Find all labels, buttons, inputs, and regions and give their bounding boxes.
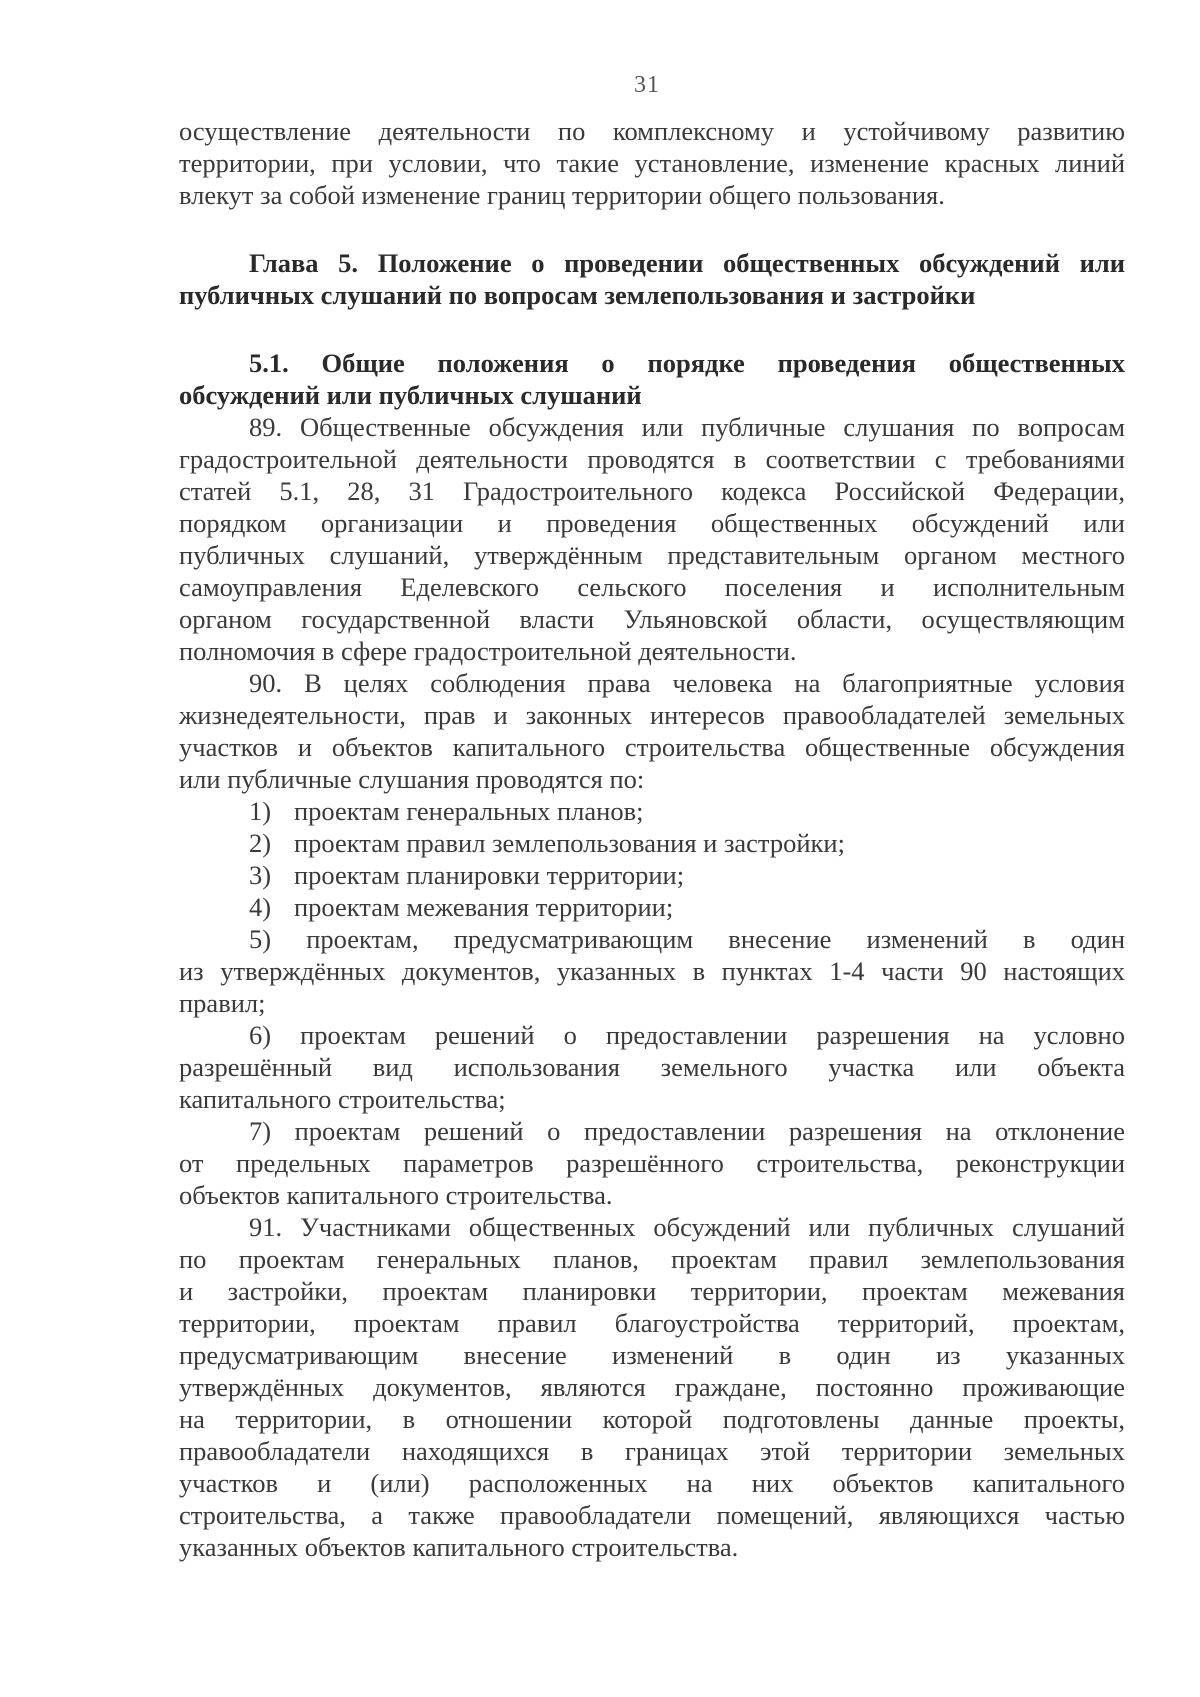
text-line: публичных слушаний, утверждённым представительным органом местного — [179, 540, 1125, 570]
sub-item-7 — [179, 1115, 1125, 1211]
text-line: статей 5.1, 28, 31 Градостроительного кодекса Российской Федерации, — [179, 476, 1125, 506]
list-item-text: проектам генеральных планов; — [294, 796, 644, 826]
text-line: 89. Общественные обсуждения или публичные слушания по вопросам — [249, 412, 1125, 442]
text-line: 5) проектам, предусматривающим внесение изменений в один — [249, 924, 1125, 954]
text-line: от предельных параметров разрешённого строительства, реконструкции — [179, 1148, 1125, 1178]
intro-paragraph — [179, 115, 1125, 211]
text-line: жизнедеятельности, прав и законных интересов правообладателей земельных — [179, 700, 1125, 730]
text-line: участков и объектов капитального строительства общественные обсуждения — [179, 732, 1125, 762]
text-line: осуществление деятельности по комплексному и устойчивому развитию — [179, 116, 1125, 146]
list-item — [179, 859, 1125, 891]
text-line: самоуправления Еделевского сельского поселения и исполнительным — [179, 572, 1125, 602]
list-item-number: 4) — [249, 892, 272, 922]
heading-line: Глава 5. Положение о проведении общественных обсуждений или — [249, 248, 1125, 278]
document-body — [179, 115, 1125, 1563]
text-line: градостроительной деятельности проводятся в соответствии с требованиями — [179, 444, 1125, 474]
text-line: из утверждённых документов, указанных в пунктах 1-4 части 90 настоящих — [179, 956, 1125, 986]
paragraph-89 — [179, 411, 1125, 667]
list-item — [179, 891, 1125, 923]
list-item-text: проектам правил землепользования и застройки; — [294, 828, 845, 858]
list-item-number: 3) — [249, 860, 272, 890]
text-line: территории, проектам правил благоустройства территорий, проектам, — [179, 1308, 1125, 1338]
text-line: и застройки, проектам планировки территории, проектам межевания — [179, 1276, 1125, 1306]
text-line: территории, при условии, что такие установление, изменение красных линий — [179, 148, 1125, 178]
text-line: порядком организации и проведения общественных обсуждений или — [179, 508, 1125, 538]
text-line: 90. В целях соблюдения права человека на благоприятные условия — [249, 668, 1125, 698]
list-item-number: 1) — [249, 796, 272, 826]
list-item-text: проектам планировки территории; — [294, 860, 685, 890]
text-line: по проектам генеральных планов, проектам правил землепользования — [179, 1244, 1125, 1274]
heading-line: обсуждений или публичных слушаний — [179, 380, 642, 410]
section-heading — [179, 347, 1125, 411]
text-line: полномочия в сфере градостроительной деятельности. — [179, 636, 797, 666]
text-line: предусматривающим внесение изменений в один из указанных — [179, 1340, 1125, 1370]
sub-item-6 — [179, 1019, 1125, 1115]
text-line: капитального строительства; — [179, 1084, 506, 1114]
list-item — [179, 795, 1125, 827]
text-line: влекут за собой изменение границ территории общего пользования. — [179, 180, 945, 210]
text-line: участков и (или) расположенных на них объектов капитального — [179, 1468, 1125, 1498]
list-item-text: проектам межевания территории; — [294, 892, 674, 922]
sub-item-5 — [179, 923, 1125, 1019]
text-line: правообладатели находящихся в границах этой территории земельных — [179, 1436, 1125, 1466]
text-line: 91. Участниками общественных обсуждений или публичных слушаний — [249, 1212, 1125, 1242]
text-line: указанных объектов капитального строительства. — [179, 1532, 739, 1562]
text-line: на территории, в отношении которой подготовлены данные проекты, — [179, 1404, 1125, 1434]
text-line: или публичные слушания проводятся по: — [179, 764, 645, 794]
list-item-number: 2) — [249, 828, 272, 858]
text-line: 7) проектам решений о предоставлении разрешения на отклонение — [249, 1116, 1125, 1146]
paragraph-91 — [179, 1211, 1125, 1563]
page-number: 31 — [634, 72, 660, 98]
list-item — [179, 827, 1125, 859]
text-line: органом государственной власти Ульяновской области, осуществляющим — [179, 604, 1125, 634]
paragraph-90 — [179, 667, 1125, 1211]
chapter-heading — [179, 247, 1125, 311]
text-line: правил; — [179, 988, 266, 1018]
text-line: 6) проектам решений о предоставлении разрешения на условно — [249, 1020, 1125, 1050]
text-line: разрешённый вид использования земельного участка или объекта — [179, 1052, 1125, 1082]
text-line: строительства, а также правообладатели помещений, являющихся частью — [179, 1500, 1125, 1530]
text-line: утверждённых документов, являются граждане, постоянно проживающие — [179, 1372, 1125, 1402]
heading-line: публичных слушаний по вопросам землепользования и застройки — [179, 280, 976, 310]
text-line: объектов капитального строительства. — [179, 1180, 613, 1210]
heading-line: 5.1. Общие положения о порядке проведения общественных — [249, 348, 1125, 378]
